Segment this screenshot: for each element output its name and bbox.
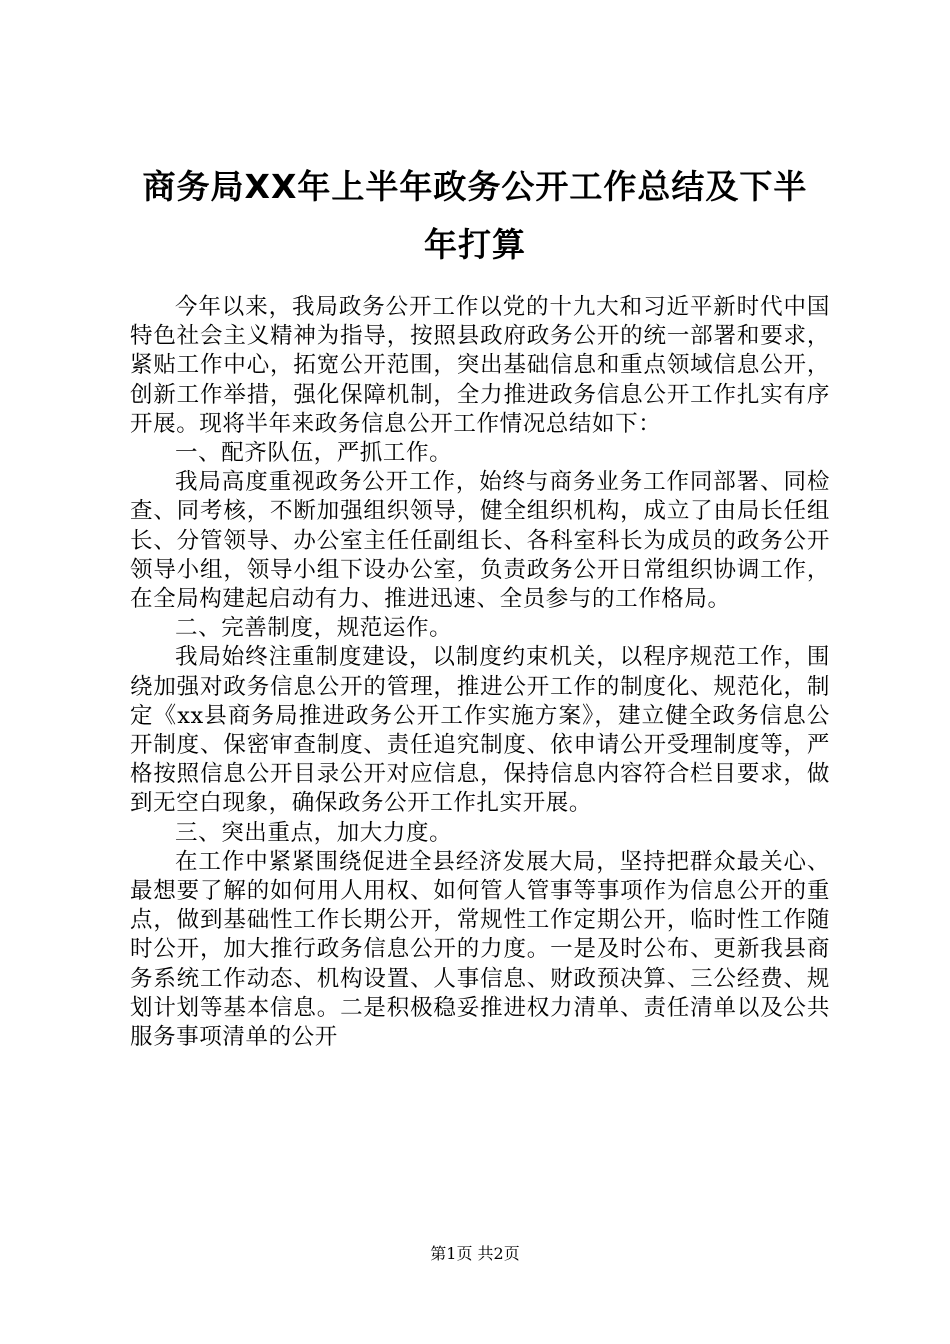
paragraph-section-2: 我局始终注重制度建设，以制度约束机关，以程序规范工作，围绕加强对政务信息公开的管理，推进公开工作的制度化、规范化，制定《xx县商务局推进政务公开工作实施方案》，建立健全政务信息公开制度、保密审查制度、责任追究制度、依申请公开受理制度等，严格按照信息公开目录公开对应信息，保持信息内容符合栏目要求，做到无空白现象，确保政务公开工作扎实开展。 [130,644,830,817]
document-title [100,158,850,274]
section-heading-2: 二、完善制度，规范运作。 [175,615,453,642]
page-number: 第1页 共2页 [430,1244,520,1263]
paragraph-intro: 今年以来，我局政务公开工作以党的十九大和习近平新时代中国特色社会主义精神为指导，按照县政府政务公开的统一部署和要求，紧贴工作中心，拓宽公开范围，突出基础信息和重点领域信息公开，创新工作举措，强化保障机制，全力推进政务信息公开工作扎实有序开展。现将半年来政务信息公开工作情况总结如下： [130,294,830,437]
paragraph-section-3: 在工作中紧紧围绕促进全县经济发展大局，坚持把群众最关心、最想要了解的如何用人用权、如何管人管事等事项作为信息公开的重点，做到基础性工作长期公开，常规性工作定期公开，临时性工作随时公开，加大推行政务信息公开的力度。一是及时公布、更新我县商务系统工作动态、机构设置、人事信息、财政预决算、三公经费、规划计划等基本信息。二是积极稳妥推进权力清单、责任清单以及公共服务事项清单的公开 [130,848,830,1051]
title-line-1: 商务局XX年上半年政务公开工作总结及下半 [142,167,808,206]
title-line-2: 年打算 [424,225,526,264]
document-body [130,293,830,1052]
section-heading-1: 一、配齐队伍，严抓工作。 [175,440,453,467]
paragraph-section-1: 我局高度重视政务公开工作，始终与商务业务工作同部署、同检查、同考核，不断加强组织领导，健全组织机构，成立了由局长任组长、分管领导、办公室主任任副组长、各科室科长为成员的政务公开领导小组，领导小组下设办公室，负责政务公开日常组织协调工作，在全局构建起启动有力、推进迅速、全员参与的工作格局。 [130,469,830,613]
page-footer [0,1244,950,1264]
section-heading-3: 三、突出重点，加大力度。 [175,819,453,846]
